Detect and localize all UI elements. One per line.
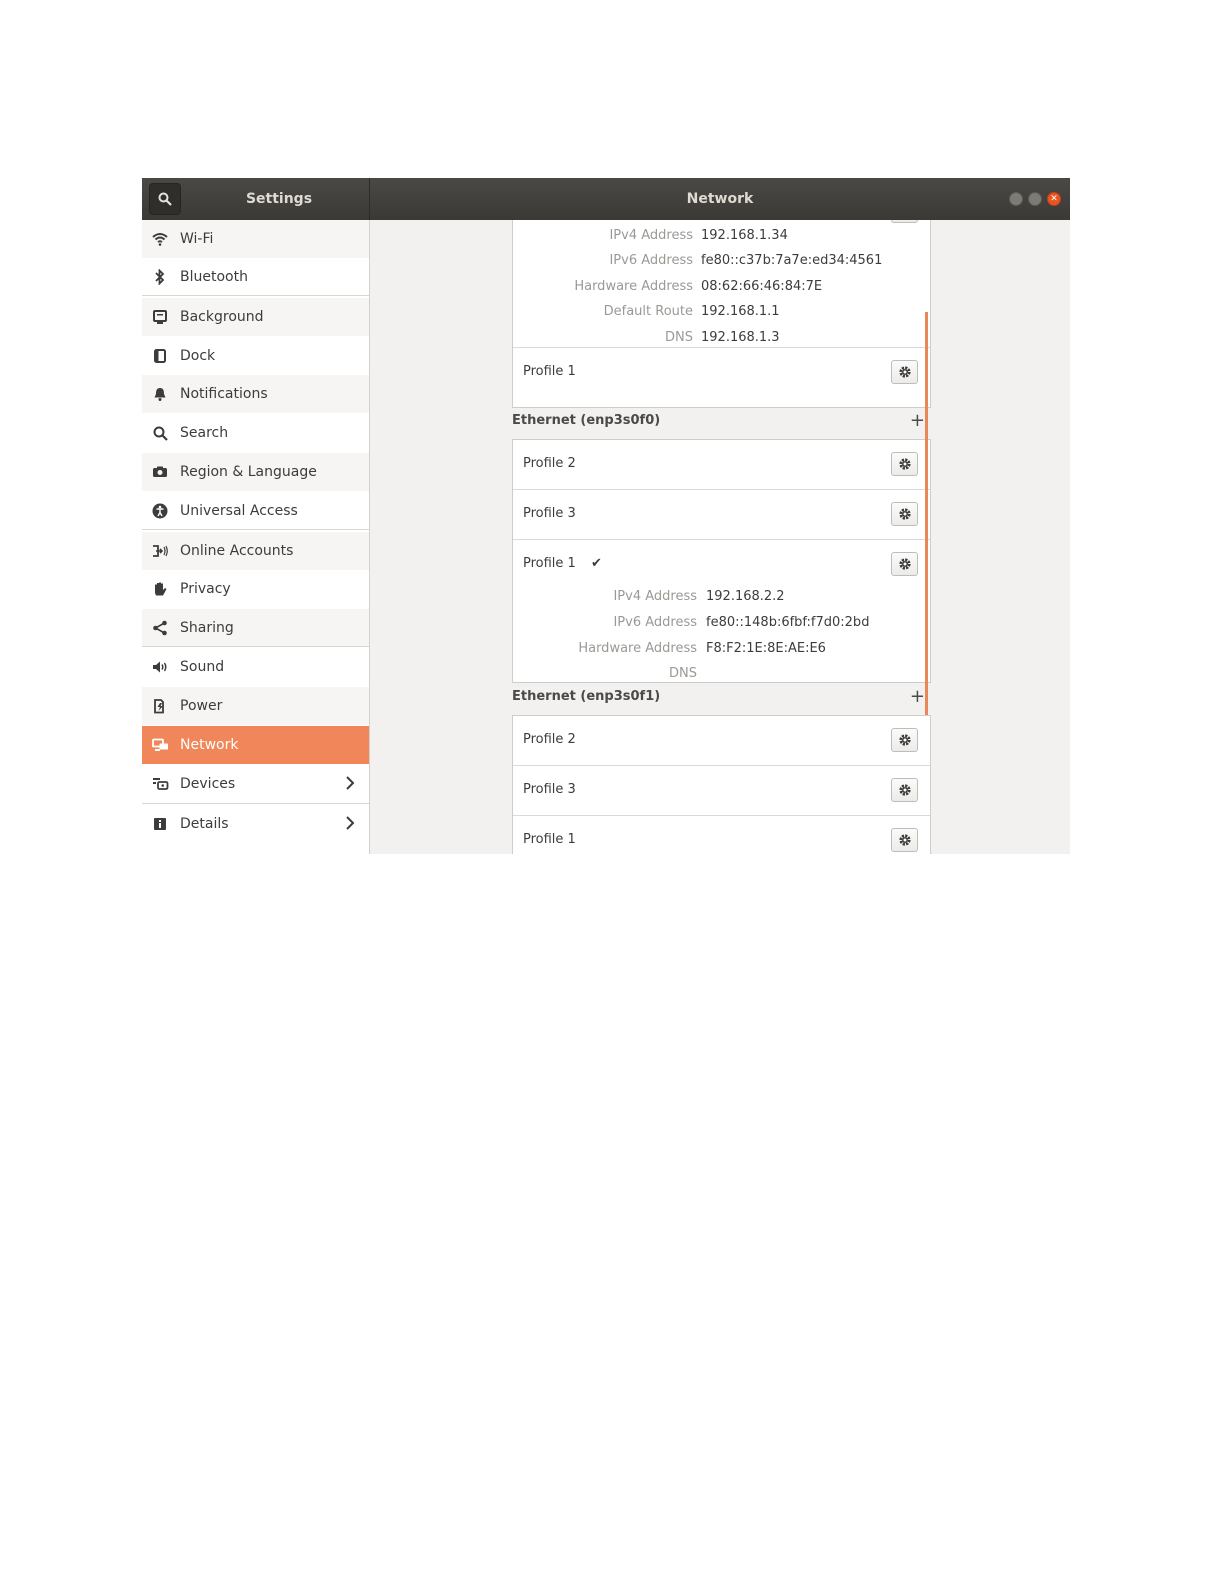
profile-settings-button[interactable] [891, 828, 918, 852]
search-button[interactable] [149, 183, 181, 215]
detail-default-route [513, 301, 780, 323]
ethernet-card [512, 715, 931, 854]
detail-dns [513, 327, 780, 349]
sidebar-item-online-accounts[interactable] [142, 532, 369, 570]
chevron-right-icon [345, 775, 355, 791]
profile-name: Profile 3 [523, 782, 576, 797]
profile-settings-button[interactable] [891, 360, 918, 384]
profile-row[interactable] [513, 766, 930, 816]
settings-window [142, 178, 1070, 854]
hand-icon [150, 579, 170, 599]
ethernet-section-header [512, 409, 931, 433]
detail-value: F8:F2:1E:8E:AE:E6 [706, 641, 826, 656]
sidebar [142, 220, 370, 854]
checkmark-icon: ✔ [591, 556, 602, 571]
detail-value: fe80::148b:6fbf:f7d0:2bd [706, 615, 870, 630]
ethernet-section-header [512, 685, 931, 709]
sidebar-item-background[interactable] [142, 298, 369, 336]
close-icon: ✕ [1050, 194, 1058, 204]
detail-label: DNS [665, 330, 693, 345]
detail-value: fe80::c37b:7a7e:ed34:4561 [701, 253, 883, 268]
sidebar-item-power[interactable] [142, 687, 369, 725]
profile-name: Profile 2 [523, 732, 576, 747]
page-title: Network [686, 191, 754, 207]
profile-name: Profile 1 [523, 364, 576, 379]
gear-icon [898, 783, 912, 797]
sidebar-item-network[interactable] [142, 726, 369, 764]
sidebar-item-label: Dock [180, 348, 216, 364]
profile-name: Profile 3 [523, 506, 576, 521]
add-connection-button[interactable]: + [909, 410, 925, 431]
close-button[interactable] [1047, 192, 1061, 206]
network-icon [150, 735, 170, 755]
chevron-right-icon [345, 815, 355, 831]
sidebar-item-label: Search [180, 425, 229, 441]
profile-row-active[interactable] [513, 540, 930, 683]
profile-settings-button[interactable] [891, 778, 918, 802]
detail-value: 08:62:66:46:84:7E [701, 279, 823, 294]
profile-name: Profile 2 [523, 456, 576, 471]
devices-icon [150, 774, 170, 794]
sidebar-item-label: Wi-Fi [180, 231, 214, 247]
detail-label: Default Route [603, 304, 693, 319]
detail-ipv4 [513, 586, 785, 608]
sidebar-item-devices[interactable] [142, 764, 369, 804]
gear-icon [898, 733, 912, 747]
detail-label: IPv4 Address [613, 589, 697, 604]
profile-row[interactable] [513, 440, 930, 490]
bell-icon [150, 384, 170, 404]
sidebar-item-label: Power [180, 698, 223, 714]
sidebar-item-sharing[interactable] [142, 609, 369, 647]
gear-icon [898, 457, 912, 471]
title-bar [142, 178, 1070, 220]
profile-row[interactable] [513, 816, 930, 854]
section-title: Ethernet (enp3s0f0) [512, 413, 661, 428]
minimize-button[interactable] [1009, 192, 1023, 206]
detail-label: Hardware Address [578, 641, 697, 656]
sidebar-item-label: Devices [180, 775, 236, 792]
sidebar-item-label: Region & Language [180, 464, 317, 480]
sidebar-item-universal-access[interactable] [142, 492, 369, 530]
profile-settings-button[interactable] [891, 552, 918, 576]
dock-icon [150, 346, 170, 366]
sidebar-item-wifi[interactable] [142, 220, 369, 258]
profile-settings-button[interactable] [891, 452, 918, 476]
gear-icon [898, 507, 912, 521]
detail-label: Hardware Address [574, 279, 693, 294]
info-icon [150, 814, 170, 834]
scrollbar[interactable] [925, 312, 928, 715]
profile-row[interactable] [513, 347, 930, 397]
sidebar-item-region-language[interactable] [142, 453, 369, 491]
sidebar-item-label: Universal Access [180, 502, 298, 519]
gear-icon [898, 365, 912, 379]
wifi-icon [150, 229, 170, 249]
section-title: Ethernet (enp3s0f1) [512, 689, 661, 704]
bluetooth-icon [150, 267, 170, 287]
gear-icon [898, 557, 912, 571]
sidebar-header [142, 178, 370, 220]
detail-value: 192.168.1.3 [701, 330, 780, 345]
detail-hardware-address [513, 638, 826, 660]
sidebar-item-label: Background [180, 309, 264, 325]
detail-value: 192.168.1.34 [701, 228, 788, 243]
detail-value: 192.168.2.2 [706, 589, 785, 604]
profile-row[interactable] [513, 490, 930, 540]
sidebar-item-bluetooth[interactable] [142, 258, 369, 296]
detail-ipv6 [513, 612, 870, 634]
profile-row[interactable] [513, 716, 930, 766]
detail-label: IPv6 Address [609, 253, 693, 268]
ethernet-card [512, 439, 931, 683]
detail-hardware-address [513, 276, 823, 298]
profile-name: Profile 1 [523, 556, 576, 571]
network-card-top [512, 220, 931, 408]
detail-label: DNS [669, 666, 697, 681]
accessibility-icon [150, 501, 170, 521]
detail-ipv4 [513, 225, 788, 247]
gear-icon [898, 833, 912, 847]
power-icon [150, 696, 170, 716]
online-accounts-icon [150, 541, 170, 561]
sidebar-item-sound[interactable] [142, 648, 369, 686]
sidebar-item-label: Sound [180, 659, 225, 675]
profile-settings-button[interactable] [891, 728, 918, 752]
add-connection-button[interactable]: + [909, 686, 925, 707]
network-panel[interactable] [370, 220, 1070, 854]
sidebar-item-label: Details [180, 816, 229, 832]
sidebar-item-notifications[interactable] [142, 375, 369, 413]
detail-value: 192.168.1.1 [701, 304, 780, 319]
profile-settings-button[interactable] [891, 502, 918, 526]
sidebar-item-label: Bluetooth [180, 268, 248, 285]
sidebar-item-label: Notifications [180, 386, 268, 402]
detail-label: IPv6 Address [613, 615, 697, 630]
sidebar-item-label: Online Accounts [180, 543, 294, 559]
sidebar-item-label: Sharing [180, 619, 234, 636]
sidebar-item-label: Network [180, 737, 239, 753]
sidebar-item-label: Privacy [180, 581, 231, 597]
background-icon [150, 307, 170, 327]
app-title: Settings [245, 191, 313, 207]
sidebar-item-search[interactable] [142, 414, 369, 452]
sidebar-item-dock[interactable] [142, 337, 369, 375]
settings-button[interactable] [891, 220, 918, 223]
search-icon [150, 423, 170, 443]
detail-ipv6 [513, 250, 883, 272]
maximize-button[interactable] [1028, 192, 1042, 206]
sidebar-item-details[interactable] [142, 804, 369, 844]
detail-dns [513, 663, 697, 683]
camera-icon [150, 462, 170, 482]
share-icon [150, 618, 170, 638]
detail-label: IPv4 Address [609, 228, 693, 243]
profile-name: Profile 1 [523, 832, 576, 847]
sidebar-item-privacy[interactable] [142, 570, 369, 608]
speaker-icon [150, 657, 170, 677]
search-icon [158, 192, 172, 206]
